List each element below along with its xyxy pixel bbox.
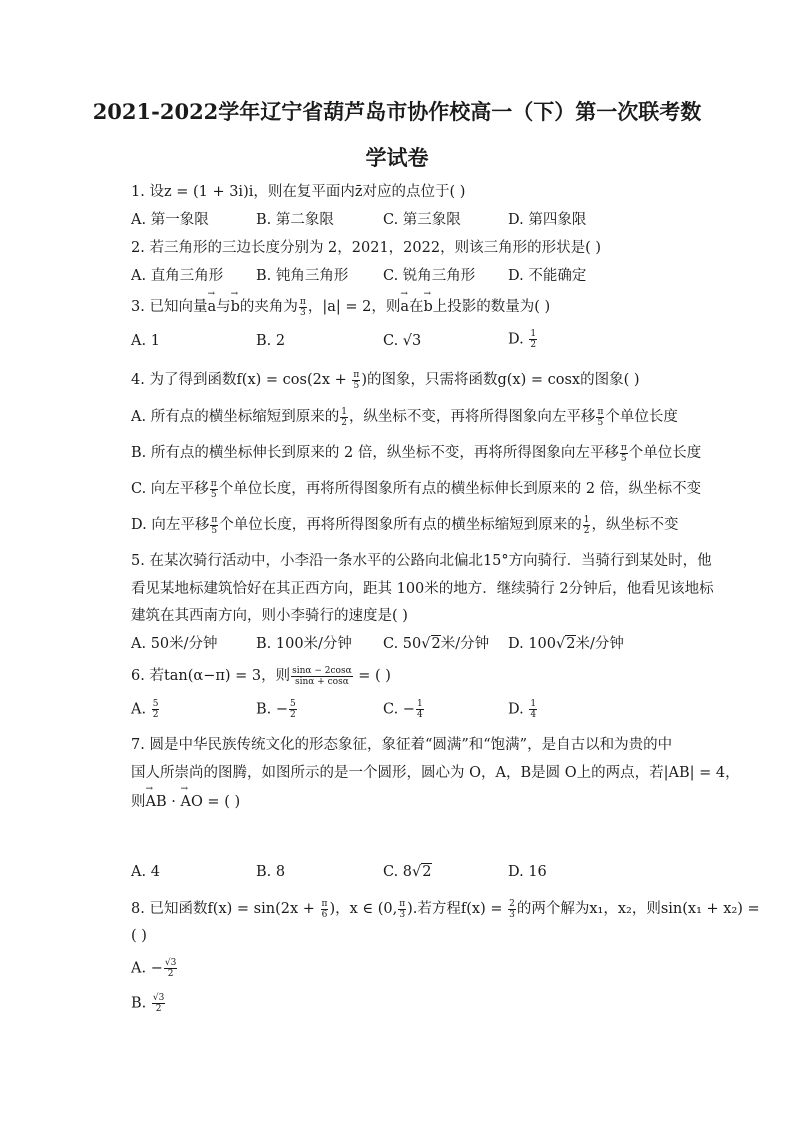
q6-option-c: C. − $\frac{1}{4}$ xyxy=(383,699,423,720)
q6-option-d: D. $\frac{1}{4}$ xyxy=(508,699,537,720)
q7-option-d: D. 16 xyxy=(508,864,547,880)
q1-option-a: A. 第一象限 xyxy=(131,212,209,228)
page-title-line1: 2021-2022学年辽宁省葫芦岛市协作校高一（下）第一次联考数 xyxy=(92,99,702,124)
q3-option-b: B. 2 xyxy=(256,333,286,349)
q6-option-b: B. − $\frac{5}{2}$ xyxy=(256,699,296,720)
q8-option-a: A. − $\frac{√3}{2}$ xyxy=(131,958,177,979)
question-5-line3: 建筑在其西南方向，则小李骑行的速度是( ) xyxy=(131,608,408,624)
question-1-stem: 1. 设z = (1 + 3i)i，则在复平面内z̄对应的点位于( ) xyxy=(131,184,466,200)
q4-option-b: B. 所有点的横坐标伸长到原来的 2 倍，纵坐标不变，再将所得图象向左平移 $\frac{\pi}{5}$ 个单位长度 xyxy=(131,442,702,464)
q4-option-a: A. 所有点的横坐标缩短到原来的 $\frac{1}{2}$ ，纵坐标不变，再将所得图象向左平移 $\frac{\pi}{5}$ 个单位长度 xyxy=(131,406,678,428)
page-title-line2: 学试卷 xyxy=(365,145,429,170)
q1-option-d: D. 第四象限 xyxy=(508,212,587,228)
q5-option-c: C. 50√2米/分钟 xyxy=(383,636,490,652)
q3-option-c: C. √3 xyxy=(383,333,422,349)
q2-option-a: A. 直角三角形 xyxy=(131,268,224,284)
q7-option-c: C. 8√2 xyxy=(383,864,432,880)
q2-option-c: C. 锐角三角形 xyxy=(383,268,476,284)
q7-option-b: B. 8 xyxy=(256,864,286,880)
question-7-line1: 7. 圆是中华民族传统文化的形态象征，象征着“圆满”和“饱满”，是自古以和为贵的中 xyxy=(131,737,673,753)
q4-option-c: C. 向左平移 $\frac{\pi}{5}$ 个单位长度，再将所得图象所有点的横坐标伸长到原来的 2 倍，纵坐标不变 xyxy=(131,478,702,500)
q2-option-b: B. 钝角三角形 xyxy=(256,268,349,284)
question-8-stem: 8. 已知函数f(x) = sin(2x + $\frac{\pi}{6}$ )，x ∈ (0, $\frac{\pi}{3}$ ).若方程f(x) = $\frac{2}{3}$ 的两个解为x₁，x₂，则sin(x₁ + x₂) = xyxy=(131,898,760,920)
question-5-line1: 5. 在某次骑行活动中，小李沿一条水平的公路向北偏北15°方向骑行．当骑行到某处时，他 xyxy=(131,553,712,569)
q3-option-a: A. 1 xyxy=(131,333,160,349)
q3-option-d: D. $\frac{1}{2}$ xyxy=(508,329,537,350)
q4-option-d: D. 向左平移 $\frac{\pi}{5}$ 个单位长度，再将所得图象所有点的横坐标缩短到原来的 $\frac{1}{2}$ ，纵坐标不变 xyxy=(131,514,679,536)
question-4-stem: 4. 为了得到函数f(x) = cos(2x + $\frac{\pi}{5}$ )的图象，只需将函数g(x) = cosx的图象( ) xyxy=(131,369,640,391)
question-8-line2: ( ) xyxy=(131,928,147,944)
q5-option-a: A. 50米/分钟 xyxy=(131,636,218,652)
q5-option-d: D. 100√2米/分钟 xyxy=(508,636,624,652)
question-3-stem: 3. 已知向量→ a与→ b的夹角为 $\frac{\pi}{3}$ ，|a| = 2，则→ a在→ b上投影的数量为( ) xyxy=(131,295,550,318)
question-2-stem: 2. 若三角形的三边长度分别为 2，2021，2022，则该三角形的形状是( ) xyxy=(131,240,602,256)
question-5-line2: 看见某地标建筑恰好在其正西方向，距其 100米的地方．继续骑行 2分钟后，他看见该地标 xyxy=(131,581,714,597)
q2-option-d: D. 不能确定 xyxy=(508,268,587,284)
q1-option-b: B. 第二象限 xyxy=(256,212,334,228)
q8-option-b: B. $\frac{√3}{2}$ xyxy=(131,993,165,1014)
q5-option-b: B. 100米/分钟 xyxy=(256,636,352,652)
q6-option-a: A. $\frac{5}{2}$ xyxy=(131,699,159,720)
q1-option-c: C. 第三象限 xyxy=(383,212,461,228)
question-7-line2: 国人所崇尚的图腾，如图所示的是一个圆形，圆心为 O，A，B是圆 O上的两点，若|AB| = 4， xyxy=(131,765,740,781)
question-6-stem: 6. 若tan(α−π) = 3，则 $\frac{\sin\alpha - 2\cos\alpha}{\sin\alpha + \cos\alpha}$ = ( ) xyxy=(131,665,391,687)
question-7-line3: 则→ AB · → AO = ( ) xyxy=(131,790,240,811)
q7-option-a: A. 4 xyxy=(131,864,160,880)
